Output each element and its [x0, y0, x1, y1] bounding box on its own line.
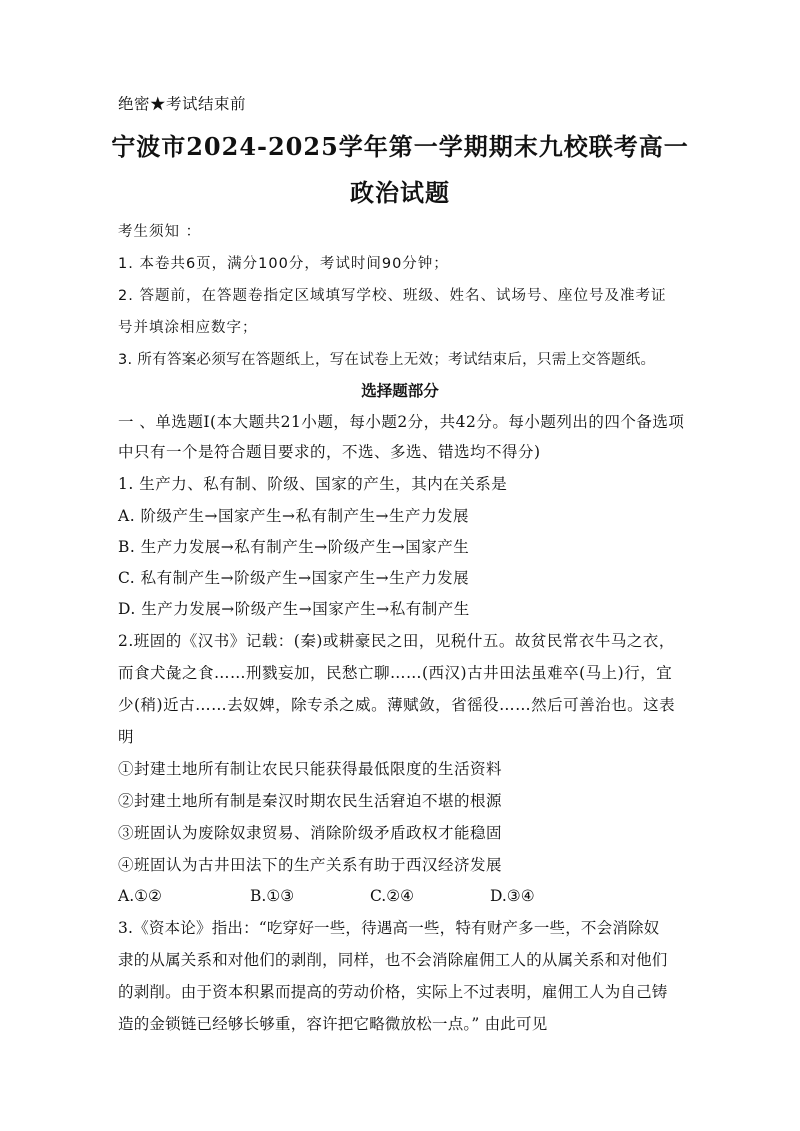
exam-subtitle: 政治试题 [350, 178, 450, 207]
notice-item-3: 3. 所有答案必须写在答题纸上，写在试卷上无效；考试结束后，只需上交答题纸。 [118, 352, 656, 368]
q2-stem-line-4: 明 [118, 728, 135, 746]
q2-statement-1: ①封建土地所有制让农民只能获得最低限度的生活资料 [118, 760, 503, 778]
section-title: 选择题部分 [361, 381, 439, 400]
q2-statement-2: ②封建土地所有制是秦汉时期农民生活窘迫不堪的根源 [118, 792, 503, 810]
q2-choice-c: C.②④ [370, 887, 415, 905]
q3-stem-line-2: 隶的从属关系和对他们的剥削，同样，也不会消除雇佣工人的从属关系和对他们 [118, 951, 668, 969]
q2-stem-line-1: 2.班固的《汉书》记载：(秦)或耕豪民之田，见税什五。故贫民常衣牛马之衣， [118, 632, 675, 650]
notice-item-1: 1. 本卷共6页，满分100分，考试时间90分钟； [118, 256, 449, 272]
exam-title: 宁波市2024-2025学年第一学期期末九校联考高一 [111, 132, 689, 161]
part1-instructions: 一 、单选题I(本大题共21小题，每小题2分，共42分。每小题列出的四个备选项 [118, 413, 685, 431]
q1-stem: 1. 生产力、私有制、阶级、国家的产生，其内在关系是 [118, 475, 508, 493]
q2-choice-b: B.①③ [250, 887, 295, 905]
q2-choice-a: A.①② [118, 887, 162, 905]
q2-statement-3: ③班固认为废除奴隶贸易、消除阶级矛盾政权才能稳固 [118, 824, 503, 842]
notice-item-2: 2. 答题前，在答题卷指定区域填写学校、班级、姓名、试场号、座位号及准考证 [118, 288, 667, 304]
q1-option-b: B. 生产力发展→私有制产生→阶级产生→国家产生 [118, 538, 470, 556]
q3-stem-line-1: 3.《资本论》指出：“吃穿好一些，待遇高一些，特有财产多一些，不会消除奴 [118, 919, 660, 937]
notice-item-2-cont: 号并填涂相应数字； [118, 320, 258, 336]
q1-option-c: C. 私有制产生→阶级产生→国家产生→生产力发展 [118, 569, 470, 587]
notice-heading: 考生须知 ： [118, 224, 202, 240]
q3-stem-line-3: 的剥削。由于资本积累而提高的劳动价格，实际上不过表明，雇佣工人为自己铸 [118, 983, 668, 1001]
confidential-label: 绝密★考试结束前 [118, 95, 247, 113]
q3-stem-line-4: 造的金锁链已经够长够重，容许把它略微放松一点。” 由此可见 [118, 1015, 548, 1033]
q2-stem-line-2: 而食犬彘之食……刑戮妄加，民愁亡聊……(西汉)古井田法虽难卒(马上)行，宜 [118, 664, 673, 682]
q2-statement-4: ④班固认为古井田法下的生产关系有助于西汉经济发展 [118, 856, 503, 874]
q2-choice-d: D.③④ [490, 887, 535, 905]
q1-option-d: D. 生产力发展→阶级产生→国家产生→私有制产生 [118, 600, 470, 618]
q1-option-a: A. 阶级产生→国家产生→私有制产生→生产力发展 [118, 507, 470, 525]
q2-stem-line-3: 少(稍)近古……去奴婢，除专杀之威。薄赋敛，省徭役……然后可善治也。这表 [118, 696, 676, 714]
part1-instructions-cont: 中只有一个是符合题目要求的，不选、多选、错选均不得分) [118, 443, 541, 461]
